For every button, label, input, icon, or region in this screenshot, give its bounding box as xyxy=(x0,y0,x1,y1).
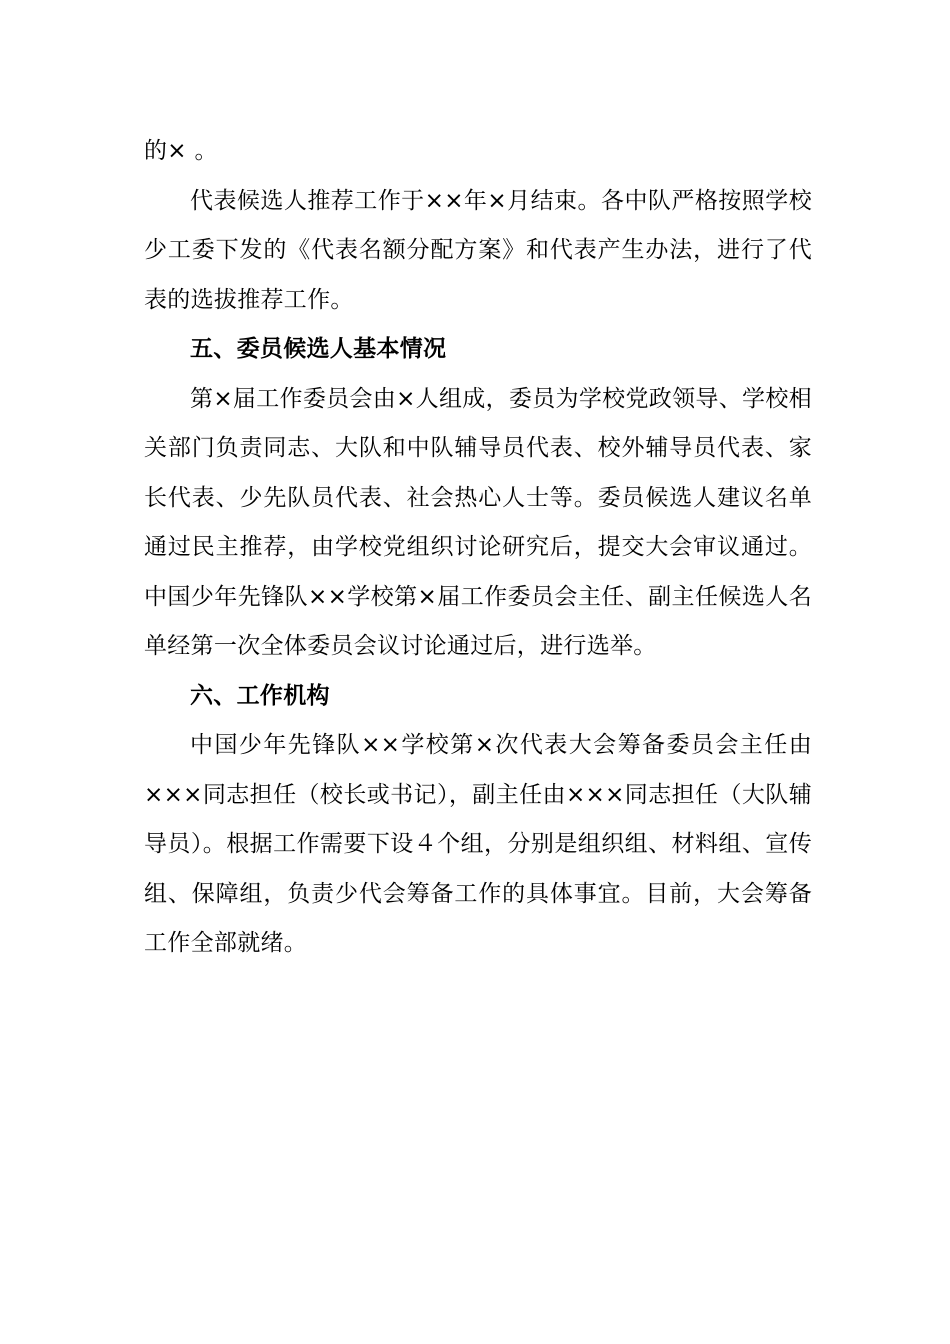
paragraph-representative-recommendation: 代表候选人推荐工作于××年×月结束。各中队严格按照学校少工委下发的《代表名额分配方案》和代表产生办法，进行了代表的选拔推荐工作。 xyxy=(144,187,812,313)
paragraph-work-organization: 中国少年先锋队××学校第×次代表大会筹备委员会主任由×××同志担任（校长或书记），副主任由×××同志担任（大队辅导员）。根据工作需要下设４个组，分别是组织组、材料组、宣传组、保障组，负责少代会筹备工作的具体事宜。目前，大会筹备工作全部就绪。 xyxy=(144,732,812,956)
document-body xyxy=(144,127,812,969)
paragraph-committee-candidates: 第×届工作委员会由×人组成，委员为学校党政领导、学校相关部门负责同志、大队和中队辅导员代表、校外辅导员代表、家长代表、少先队员代表、社会热心人士等。委员候选人建议名单通过民主推荐，由学校党组织讨论研究后，提交大会审议通过。中国少年先锋队××学校第×届工作委员会主任、副主任候选人名单经第一次全体委员会议讨论通过后，进行选举。 xyxy=(144,385,812,659)
paragraph-continuation: 的× 。 xyxy=(144,138,218,164)
section-heading-work-organization: 六、工作机构 xyxy=(190,682,330,709)
section-heading-committee-candidates: 五、委员候选人基本情况 xyxy=(190,336,447,362)
